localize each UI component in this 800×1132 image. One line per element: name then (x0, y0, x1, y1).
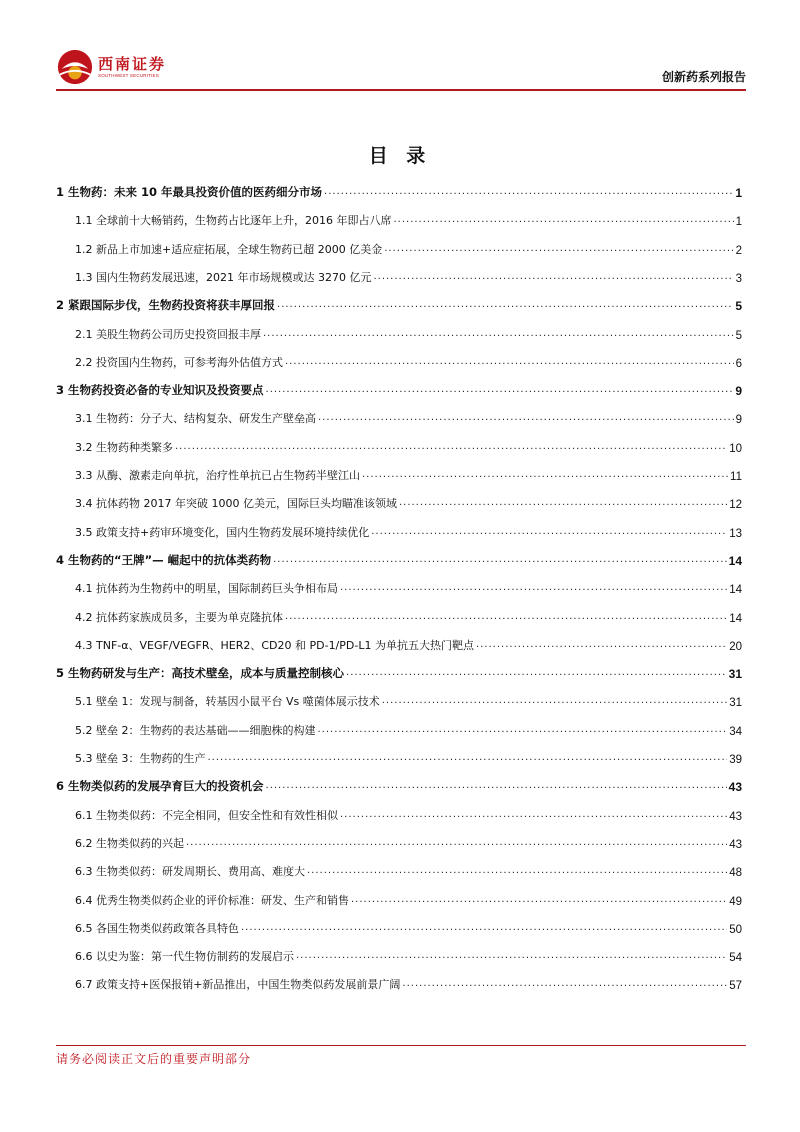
toc-section-entry[interactable] (56, 859, 742, 879)
toc-entry-title: 1.2 新品上市加速+适应症拓展，全球生物药已超 2000 亿美金 (75, 242, 383, 256)
toc-entry-title: 1.1 全球前十大畅销药，生物药占比逐年上升，2016 年即占八席 (75, 214, 392, 228)
toc-section-entry[interactable] (56, 491, 742, 511)
company-logo (56, 48, 166, 86)
toc-chapter-entry[interactable] (56, 293, 742, 313)
toc-page-number: 43 (729, 838, 742, 851)
toc-page-number: 5 (735, 329, 742, 342)
toc-entry-title: 6 生物类似药的发展孕育巨大的投资机会 (56, 779, 264, 794)
toc-section-entry[interactable] (56, 350, 742, 370)
toc-entry-title: 6.4 优秀生物类似药企业的评价标准：研发、生产和销售 (75, 893, 349, 907)
toc-section-entry[interactable] (56, 689, 742, 709)
report-series-label: 创新药系列报告 (661, 70, 746, 84)
toc-entry-title: 5.2 壁垒 2：生物药的表达基础——细胞株的构建 (75, 723, 316, 737)
toc-page-number: 11 (730, 471, 742, 483)
toc-section-entry[interactable] (56, 463, 742, 483)
toc-entry-title: 3 生物药投资必备的专业知识及投资要点 (56, 383, 264, 398)
toc-dot-leader (373, 271, 733, 282)
toc-section-entry[interactable] (56, 972, 742, 992)
toc-page-number: 13 (729, 527, 742, 540)
page-header (56, 40, 746, 92)
toc-dot-leader (317, 724, 727, 735)
toc-entry-title: 5.3 壁垒 3：生物药的生产 (75, 752, 206, 765)
toc-section-entry[interactable] (56, 718, 742, 738)
toc-dot-leader (307, 865, 727, 876)
toc-dot-leader (351, 894, 727, 905)
toc-dot-leader (241, 922, 727, 933)
logo-english-name: SOUTHWEST SECURITIES (98, 72, 159, 78)
toc-page-number: 6 (735, 357, 742, 370)
toc-dot-leader (296, 950, 727, 961)
toc-dot-leader (266, 384, 734, 395)
toc-chapter-entry[interactable] (56, 180, 742, 200)
toc-entry-title: 5 生物药研发与生产：高技术壁垒，成本与质量控制核心 (56, 666, 345, 681)
toc-dot-leader (382, 695, 727, 706)
toc-section-entry[interactable] (56, 888, 742, 908)
logo-chinese-name: 西南证券 (98, 54, 167, 73)
toc-section-entry[interactable] (56, 916, 742, 936)
toc-dot-leader (476, 639, 727, 650)
toc-dot-leader (263, 328, 734, 339)
toc-section-entry[interactable] (56, 208, 742, 228)
toc-page-number: 14 (729, 612, 742, 625)
toc-section-entry[interactable] (56, 944, 742, 964)
toc-chapter-entry[interactable] (56, 378, 742, 398)
toc-dot-leader (340, 809, 727, 820)
toc-entry-title: 3.4 抗体药物 2017 年突破 1000 亿美元，国际巨头均瞄准该领域 (75, 497, 397, 511)
toc-entry-title: 6.2 生物类似药的兴起 (75, 836, 184, 850)
toc-dot-leader (393, 214, 733, 225)
toc-entry-title: 6.1 生物类似药：不完全相同，但安全性和有效性相似 (75, 808, 338, 822)
toc-entry-title: 5.1 壁垒 1：发现与制备，转基因小鼠平台 Vs 噬菌体展示技术 (75, 695, 380, 709)
toc-section-entry[interactable] (56, 265, 742, 285)
toc-page-number: 1 (735, 216, 742, 229)
footer-disclaimer: 请务必阅读正文后的重要声明部分 (56, 1052, 252, 1066)
toc-section-entry[interactable] (56, 803, 742, 823)
toc-entry-title: 3.2 生物药种类繁多 (75, 440, 173, 454)
footer-divider (56, 1045, 746, 1046)
toc-page-number: 14 (729, 584, 742, 597)
toc-page-number: 34 (729, 725, 742, 738)
toc-entry-title: 6.6 以史为鉴：第一代生物仿制药的发展启示 (75, 950, 294, 964)
toc-page-number: 5 (735, 299, 742, 314)
header-divider (56, 89, 746, 91)
toc-section-entry[interactable] (56, 746, 742, 766)
toc-page-number: 54 (729, 952, 742, 965)
toc-dot-leader (186, 837, 727, 848)
toc-entry-title: 6.3 生物类似药：研发周期长、费用高、难度大 (75, 865, 305, 879)
toc-page-number: 9 (735, 384, 742, 399)
toc-dot-leader (208, 752, 728, 763)
toc-entry-title: 6.7 政策支持+医保报销+新品推出，中国生物类似药发展前景广阔 (75, 978, 401, 992)
toc-title: 目 录 (368, 145, 432, 167)
toc-page-number: 12 (729, 499, 742, 512)
toc-page-number: 10 (729, 442, 742, 455)
toc-dot-leader (285, 356, 734, 367)
toc-dot-leader (277, 299, 733, 310)
toc-section-entry[interactable] (56, 605, 742, 625)
toc-entry-title: 3.1 生物药：分子大、结构复杂、研发生产壁垒高 (75, 412, 316, 426)
toc-dot-leader (318, 412, 734, 423)
toc-page-number: 3 (735, 272, 742, 285)
toc-page-number: 31 (728, 667, 742, 682)
toc-page-number: 50 (729, 923, 742, 936)
toc-entry-title: 2 紧跟国际步伐，生物药投资将获丰厚回报 (56, 298, 276, 313)
toc-section-entry[interactable] (56, 322, 742, 342)
toc-entry-title: 1 生物药：未来 10 年最具投资价值的医药细分市场 (56, 185, 323, 199)
toc-page-number: 39 (729, 754, 742, 766)
toc-dot-leader (273, 554, 727, 565)
toc-entry-title: 2.1 美股生物药公司历史投资回报丰厚 (75, 327, 261, 341)
toc-entry-title: 1.3 国内生物药发展迅速，2021 年市场规模或达 3270 亿元 (75, 270, 372, 284)
toc-section-entry[interactable] (56, 237, 742, 257)
toc-page-number: 1 (735, 186, 742, 200)
toc-entry-title: 3.3 从酶、激素走向单抗，治疗性单抗已占生物药半壁江山 (75, 469, 360, 482)
toc-section-entry[interactable] (56, 520, 742, 540)
toc-entry-title: 4.1 抗体药为生物药中的明星，国际制药巨头争相布局 (75, 582, 338, 596)
toc-dot-leader (266, 780, 727, 791)
toc-page-number: 31 (729, 697, 742, 710)
toc-dot-leader (362, 469, 728, 480)
toc-dot-leader (402, 978, 727, 989)
toc-page-number: 49 (729, 895, 742, 908)
toc-page-number: 14 (728, 553, 742, 568)
toc-chapter-entry[interactable] (56, 774, 742, 794)
toc-dot-leader (384, 243, 733, 254)
company-logo-icon (56, 48, 94, 86)
toc-page-number: 43 (728, 780, 742, 795)
toc-section-entry[interactable] (56, 406, 742, 426)
toc-dot-leader (399, 497, 727, 508)
toc-section-entry[interactable] (56, 831, 742, 851)
toc-page-number: 20 (729, 640, 742, 653)
toc-dot-leader (285, 611, 727, 622)
toc-page-number: 57 (729, 980, 742, 993)
toc-page-number: 9 (735, 414, 742, 427)
toc-entry-title: 4.3 TNF-α、VEGF/VEGFR、HER2、CD20 和 PD-1/PD-L1 为单抗五大热门靶点 (75, 638, 474, 652)
toc-section-entry[interactable] (56, 633, 742, 653)
toc-dot-leader (175, 441, 727, 452)
toc-page-number: 2 (735, 244, 742, 257)
toc-section-entry[interactable] (56, 435, 742, 455)
toc-chapter-entry[interactable] (56, 548, 742, 568)
toc-dot-leader (346, 667, 727, 678)
toc-entry-title: 2.2 投资国内生物药，可参考海外估值方式 (75, 355, 283, 369)
toc-entry-title: 6.5 各国生物类似药政策各具特色 (75, 921, 239, 935)
toc-entry-title: 4.2 抗体药家族成员多，主要为单克隆抗体 (75, 610, 283, 624)
toc-page-number: 43 (729, 810, 742, 823)
toc-dot-leader (324, 186, 733, 197)
toc-dot-leader (340, 582, 727, 593)
toc-entry-title: 3.5 政策支持+药审环境变化，国内生物药发展环境持续优化 (75, 525, 370, 539)
toc-section-entry[interactable] (56, 576, 742, 596)
toc-page-number: 48 (729, 867, 742, 880)
toc-chapter-entry[interactable] (56, 661, 742, 681)
toc-dot-leader (371, 526, 727, 537)
toc-entry-title: 4 生物药的“王牌”— 崛起中的抗体类药物 (56, 552, 272, 567)
